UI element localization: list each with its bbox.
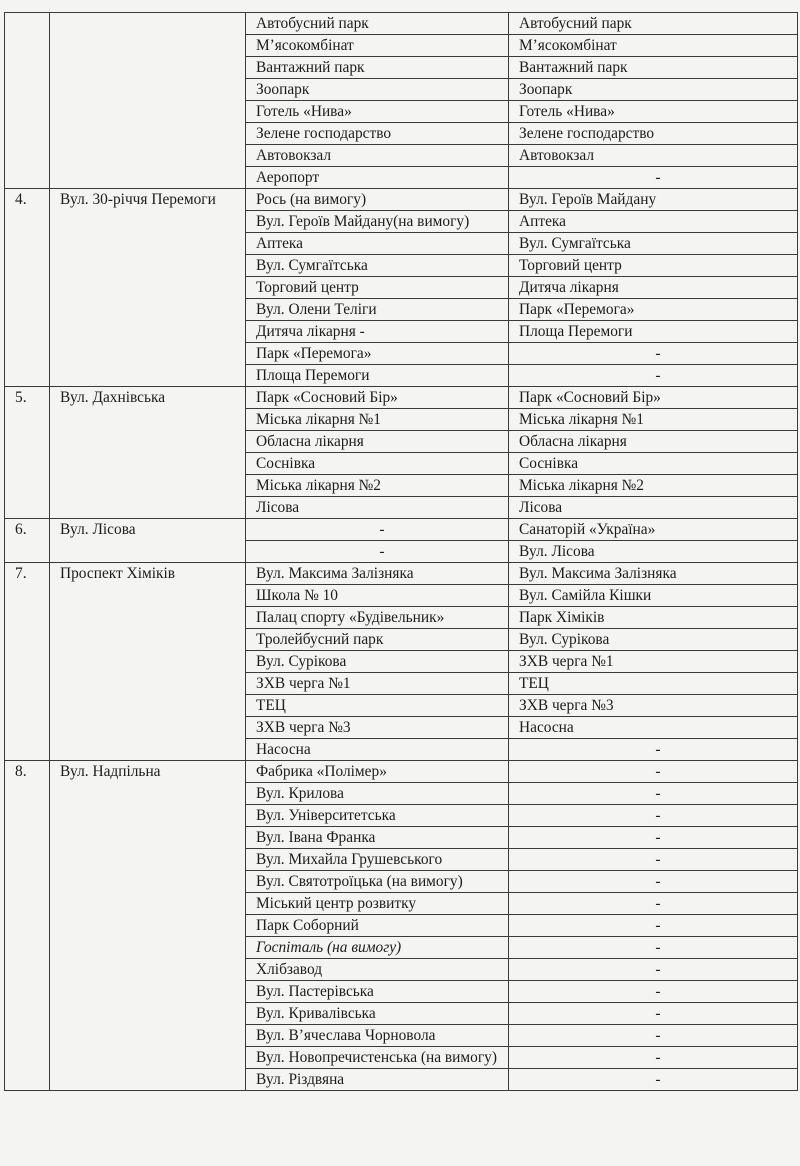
stop-return-cell: Площа Перемоги	[509, 321, 798, 343]
stop-forward-cell: Зоопарк	[246, 79, 509, 101]
stop-forward-cell: Аптека	[246, 233, 509, 255]
stop-return-cell: -	[509, 959, 798, 981]
stop-return-cell: -	[509, 1025, 798, 1047]
stop-return-cell: -	[509, 871, 798, 893]
stop-return-cell: -	[509, 827, 798, 849]
table-row	[5, 519, 798, 541]
stop-return-cell: Автобусний парк	[509, 13, 798, 35]
stop-forward-cell: Зелене господарство	[246, 123, 509, 145]
stop-forward-cell: Парк «Сосновий Бір»	[246, 387, 509, 409]
stop-forward-cell: Площа Перемоги	[246, 365, 509, 387]
stop-forward-cell: ЗХВ черга №3	[246, 717, 509, 739]
route-street-cell: Проспект Хіміків	[50, 563, 246, 761]
stop-forward-cell: -	[246, 541, 509, 563]
stop-forward-cell: Торговий центр	[246, 277, 509, 299]
stop-forward-cell: Тролейбусний парк	[246, 629, 509, 651]
stop-return-cell: Соснівка	[509, 453, 798, 475]
stop-return-cell: -	[509, 1047, 798, 1069]
stop-return-cell: Аптека	[509, 211, 798, 233]
stop-return-cell: ЗХВ черга №3	[509, 695, 798, 717]
stop-forward-cell: Вул. Новопречистенська (на вимогу)	[246, 1047, 509, 1069]
stop-forward-cell: Вул. Пастерівська	[246, 981, 509, 1003]
stop-forward-cell: Рось (на вимогу)	[246, 189, 509, 211]
stop-return-cell: Готель «Нива»	[509, 101, 798, 123]
stop-forward-cell: М’ясокомбінат	[246, 35, 509, 57]
table-row	[5, 13, 798, 35]
stop-return-cell: Зоопарк	[509, 79, 798, 101]
stop-return-cell: Парк «Сосновий Бір»	[509, 387, 798, 409]
stop-forward-cell: Вул. Сумгаїтська	[246, 255, 509, 277]
table-row	[5, 761, 798, 783]
stop-return-cell: Автовокзал	[509, 145, 798, 167]
stop-forward-cell: -	[246, 519, 509, 541]
stop-return-cell: Санаторій «Україна»	[509, 519, 798, 541]
stop-return-cell: -	[509, 1069, 798, 1091]
stop-return-cell: -	[509, 365, 798, 387]
stop-forward-cell: Готель «Нива»	[246, 101, 509, 123]
stop-return-cell: -	[509, 761, 798, 783]
stop-forward-cell: Фабрика «Полімер»	[246, 761, 509, 783]
route-street-cell: Вул. Лісова	[50, 519, 246, 563]
stop-return-cell: -	[509, 893, 798, 915]
stop-return-cell: Вул. Самійла Кішки	[509, 585, 798, 607]
stop-forward-cell: Вул. Івана Франка	[246, 827, 509, 849]
stop-forward-cell: Вул. Різдвяна	[246, 1069, 509, 1091]
stop-return-cell: М’ясокомбінат	[509, 35, 798, 57]
route-number-cell: 8.	[5, 761, 50, 1091]
stop-return-cell: -	[509, 805, 798, 827]
stop-return-cell: -	[509, 783, 798, 805]
stop-return-cell: ТЕЦ	[509, 673, 798, 695]
stop-return-cell: Обласна лікарня	[509, 431, 798, 453]
stop-return-cell: Вул. Сумгаїтська	[509, 233, 798, 255]
stop-forward-cell: Соснівка	[246, 453, 509, 475]
route-number-cell: 7.	[5, 563, 50, 761]
stop-return-cell: ЗХВ черга №1	[509, 651, 798, 673]
stop-forward-cell: ЗХВ черга №1	[246, 673, 509, 695]
stop-forward-cell: Вул. Героїв Майдану(на вимогу)	[246, 211, 509, 233]
stop-forward-cell: Парк «Перемога»	[246, 343, 509, 365]
table-row	[5, 387, 798, 409]
route-street-cell	[50, 13, 246, 189]
route-number-cell	[5, 13, 50, 189]
stop-forward-cell: Міська лікарня №2	[246, 475, 509, 497]
stop-forward-cell: Вантажний парк	[246, 57, 509, 79]
stop-return-cell: -	[509, 343, 798, 365]
stop-forward-cell: Школа № 10	[246, 585, 509, 607]
stop-forward-cell: Парк Соборний	[246, 915, 509, 937]
stop-return-cell: -	[509, 849, 798, 871]
stop-return-cell: -	[509, 981, 798, 1003]
route-street-cell: Вул. 30-річчя Перемоги	[50, 189, 246, 387]
stop-forward-cell: Вул. Олени Теліги	[246, 299, 509, 321]
route-number-cell: 6.	[5, 519, 50, 563]
stop-forward-cell: Вул. Кривалівська	[246, 1003, 509, 1025]
table-row	[5, 189, 798, 211]
stop-return-cell: Вул. Героїв Майдану	[509, 189, 798, 211]
stop-forward-cell: Палац спорту «Будівельник»	[246, 607, 509, 629]
stop-forward-cell: ТЕЦ	[246, 695, 509, 717]
stop-return-cell: Торговий центр	[509, 255, 798, 277]
stop-return-cell: Лісова	[509, 497, 798, 519]
stop-forward-cell: Автовокзал	[246, 145, 509, 167]
stop-forward-cell: Госпіталь (на вимогу)	[246, 937, 509, 959]
stop-forward-cell: Лісова	[246, 497, 509, 519]
stop-return-cell: -	[509, 739, 798, 761]
stop-forward-cell: Вул. Університетська	[246, 805, 509, 827]
routes-table	[4, 12, 798, 1091]
stop-forward-cell: Насосна	[246, 739, 509, 761]
stop-forward-cell: Міський центр розвитку	[246, 893, 509, 915]
route-street-cell: Вул. Дахнівська	[50, 387, 246, 519]
stop-return-cell: Парк «Перемога»	[509, 299, 798, 321]
stop-return-cell: -	[509, 1003, 798, 1025]
stop-return-cell: -	[509, 915, 798, 937]
stop-forward-cell: Автобусний парк	[246, 13, 509, 35]
stop-return-cell: Вантажний парк	[509, 57, 798, 79]
stop-return-cell: Зелене господарство	[509, 123, 798, 145]
table-row	[5, 563, 798, 585]
stop-return-cell: Парк Хіміків	[509, 607, 798, 629]
stop-forward-cell: Міська лікарня №1	[246, 409, 509, 431]
stop-forward-cell: Вул. Михайла Грушевського	[246, 849, 509, 871]
stop-forward-cell: Вул. Святотроїцька (на вимогу)	[246, 871, 509, 893]
stop-forward-cell: Вул. Сурікова	[246, 651, 509, 673]
route-number-cell: 4.	[5, 189, 50, 387]
routes-table-body	[5, 13, 798, 1091]
stop-return-cell: -	[509, 937, 798, 959]
stop-return-cell: Вул. Сурікова	[509, 629, 798, 651]
stop-forward-cell: Дитяча лікарня -	[246, 321, 509, 343]
route-street-cell: Вул. Надпільна	[50, 761, 246, 1091]
stop-forward-cell: Хлібзавод	[246, 959, 509, 981]
route-number-cell: 5.	[5, 387, 50, 519]
stop-return-cell: -	[509, 167, 798, 189]
stop-return-cell: Насосна	[509, 717, 798, 739]
stop-forward-cell: Вул. Максима Залізняка	[246, 563, 509, 585]
stop-return-cell: Дитяча лікарня	[509, 277, 798, 299]
stop-forward-cell: Аеропорт	[246, 167, 509, 189]
stop-return-cell: Міська лікарня №1	[509, 409, 798, 431]
stop-return-cell: Вул. Максима Залізняка	[509, 563, 798, 585]
stop-forward-cell: Вул. В’ячеслава Чорновола	[246, 1025, 509, 1047]
stop-return-cell: Міська лікарня №2	[509, 475, 798, 497]
stop-forward-cell: Вул. Крилова	[246, 783, 509, 805]
stop-return-cell: Вул. Лісова	[509, 541, 798, 563]
stop-forward-cell: Обласна лікарня	[246, 431, 509, 453]
